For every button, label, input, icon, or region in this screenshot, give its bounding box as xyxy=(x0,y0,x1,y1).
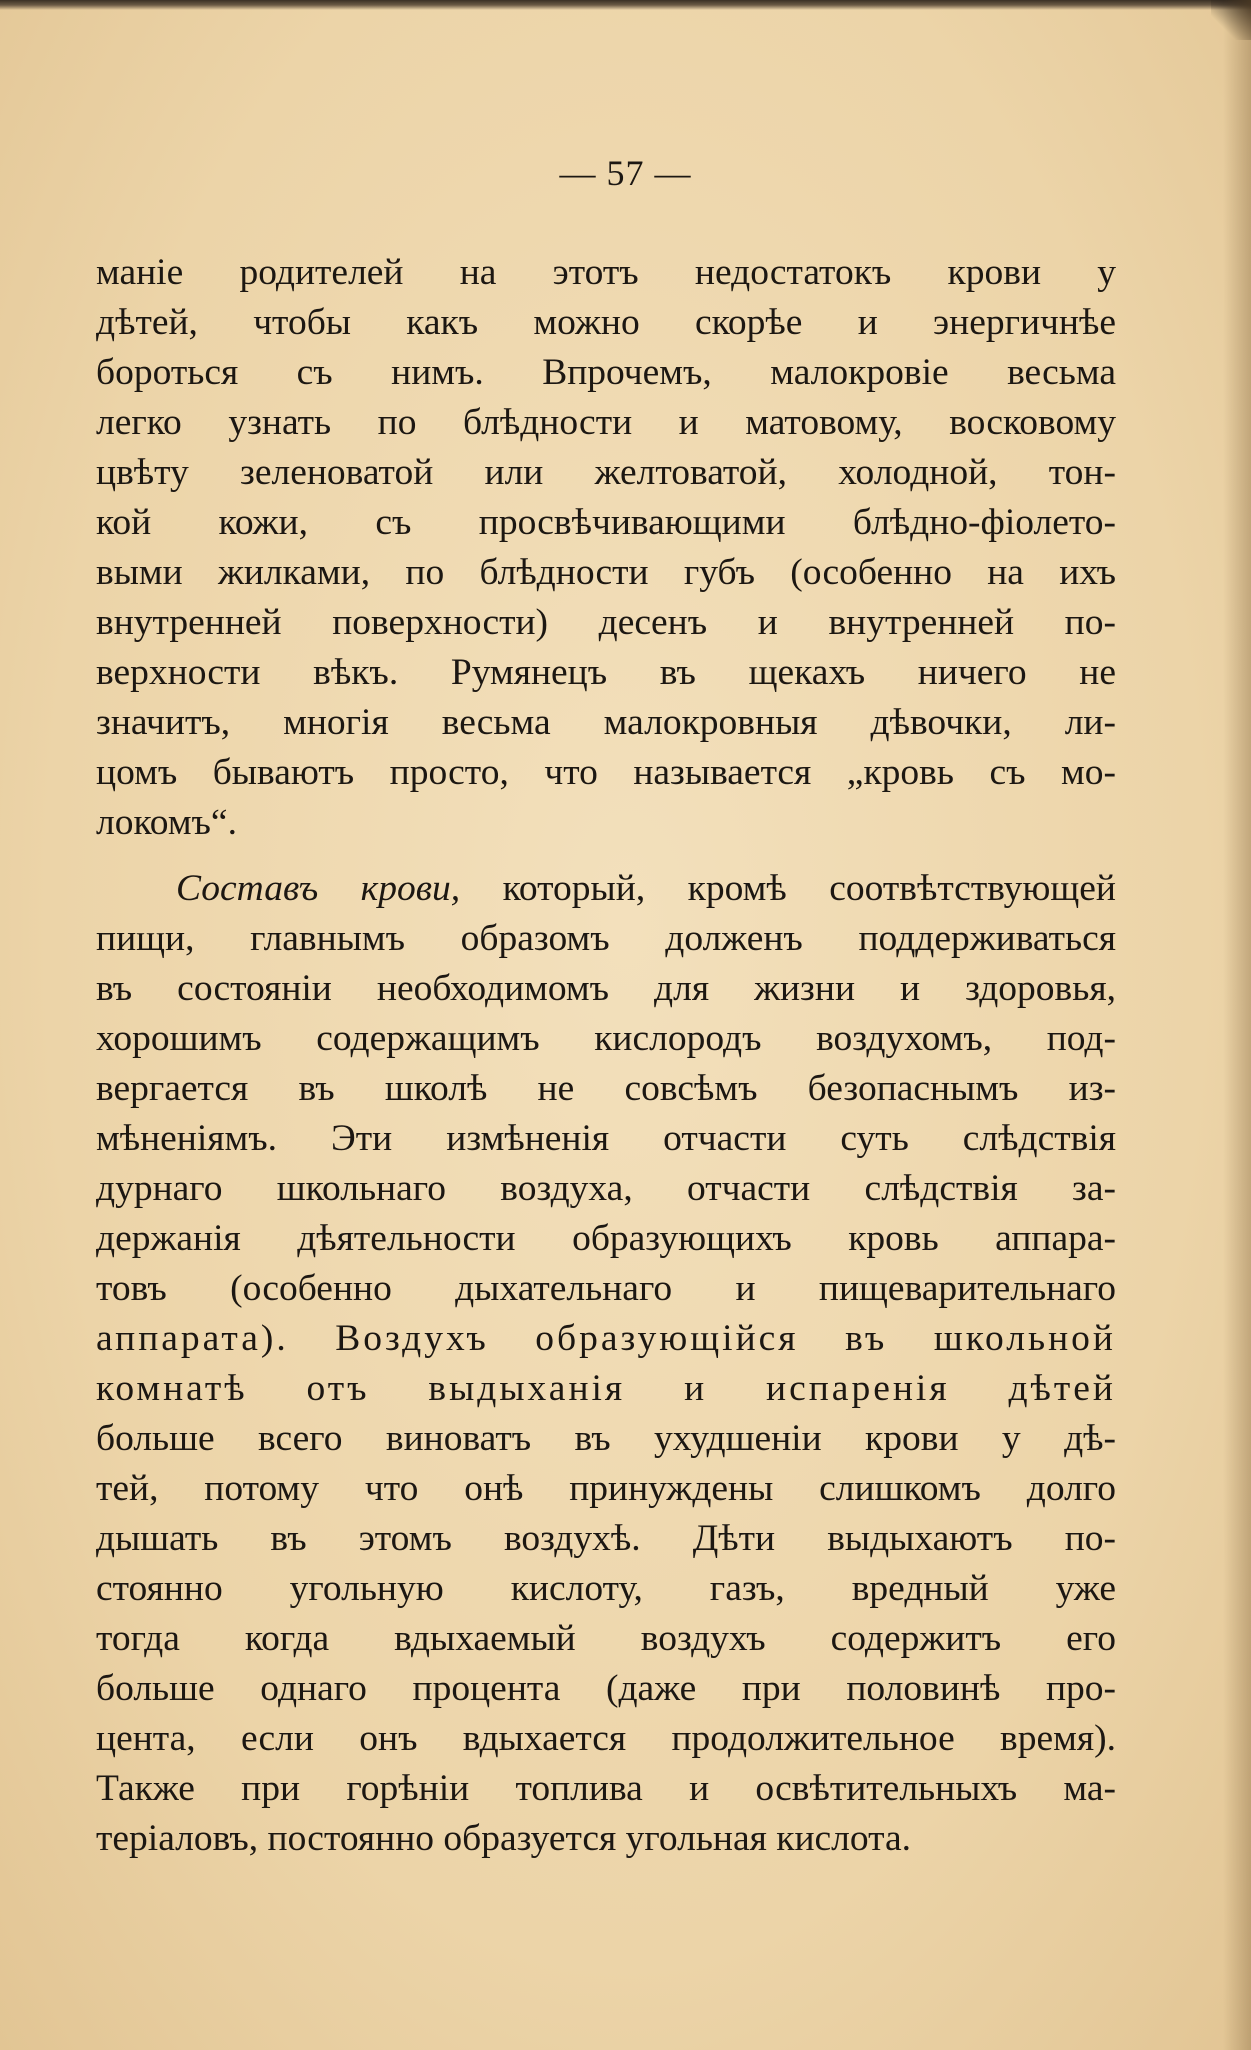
text-line: выми жилками, по блѣдности губъ (особенно на ихъ xyxy=(96,552,1116,593)
text-line: держанія дѣятельности образующихъ кровь аппара- xyxy=(96,1218,1116,1259)
text-line: аппарата). Воздухъ образующійся въ школьной xyxy=(96,1318,1116,1359)
text-line: больше однаго процента (даже при половинѣ про- xyxy=(96,1668,1116,1709)
first-line-rest: который, кромѣ соотвѣтствующей xyxy=(460,868,1116,909)
text-line: тей, потому что онѣ принуждены слишкомъ долго xyxy=(96,1468,1116,1509)
text-line: въ состояніи необходимомъ для жизни и здоровья, xyxy=(96,968,1116,1009)
page-binding-shadow xyxy=(1223,0,1251,2050)
text-line: значитъ, многія весьма малокровныя дѣвочки, ли- xyxy=(96,702,1116,743)
text-line: пищи, главнымъ образомъ долженъ поддерживаться xyxy=(96,918,1116,959)
text-line: цента, если онъ вдыхается продолжительное время). xyxy=(96,1718,1116,1759)
text-line: дурнаго школьнаго воздуха, отчасти слѣдствія за- xyxy=(96,1168,1116,1209)
body-text xyxy=(96,248,1116,1864)
text-line: легко узнать по блѣдности и матовому, восковому xyxy=(96,402,1116,443)
text-line: маніе родителей на этотъ недостатокъ крови у xyxy=(96,252,1116,293)
text-line: бороться съ нимъ. Впрочемъ, малокровіе весьма xyxy=(96,352,1116,393)
text-line: хорошимъ содержащимъ кислородъ воздухомъ, под- xyxy=(96,1018,1116,1059)
paragraph-2 xyxy=(96,864,1116,1864)
text-line: вергается въ школѣ не совсѣмъ безопаснымъ из- xyxy=(96,1068,1116,1109)
text-line: верхности вѣкъ. Румянецъ въ щекахъ ничего не xyxy=(96,652,1116,693)
text-line: стоянно угольную кислоту, газъ, вредный уже xyxy=(96,1568,1116,1609)
paragraph-1 xyxy=(96,248,1116,848)
page-top-edge xyxy=(0,0,1251,10)
text-line: тогда когда вдыхаемый воздухъ содержитъ его xyxy=(96,1618,1116,1659)
text-line: дышать въ этомъ воздухѣ. Дѣти выдыхаютъ по- xyxy=(96,1518,1116,1559)
text-line: цомъ бываютъ просто, что называется „кровь съ мо- xyxy=(96,752,1116,793)
text-line: внутренней поверхности) деcенъ и внутренней по- xyxy=(96,602,1116,643)
text-line-first xyxy=(96,864,1116,914)
page-number: — 57 — xyxy=(559,153,692,193)
text-line: мѣненіямъ. Эти измѣненія отчасти суть слѣдствія xyxy=(96,1118,1116,1159)
text-line: комнатѣ отъ выдыханія и испаренія дѣтей xyxy=(96,1368,1116,1409)
text-line: больше всего виноватъ въ ухудшеніи крови у дѣ- xyxy=(96,1418,1116,1459)
text-line: локомъ“. xyxy=(96,802,237,843)
text-line: дѣтей, чтобы какъ можно скорѣе и энергичнѣе xyxy=(96,302,1116,343)
text-line: кой кожи, съ просвѣчивающими блѣдно-фіолето- xyxy=(96,502,1116,543)
text-line: цвѣту зеленоватой или желтоватой, холодной, тон- xyxy=(96,452,1116,493)
text-line: теріаловъ, постоянно образуется угольная кислота. xyxy=(96,1818,912,1859)
text-line: товъ (особенно дыхательнаго и пищеварительнаго xyxy=(96,1268,1116,1309)
text-line: Также при горѣніи топлива и освѣтительныхъ ма- xyxy=(96,1768,1116,1809)
italic-term: Составъ крови, xyxy=(176,868,461,909)
